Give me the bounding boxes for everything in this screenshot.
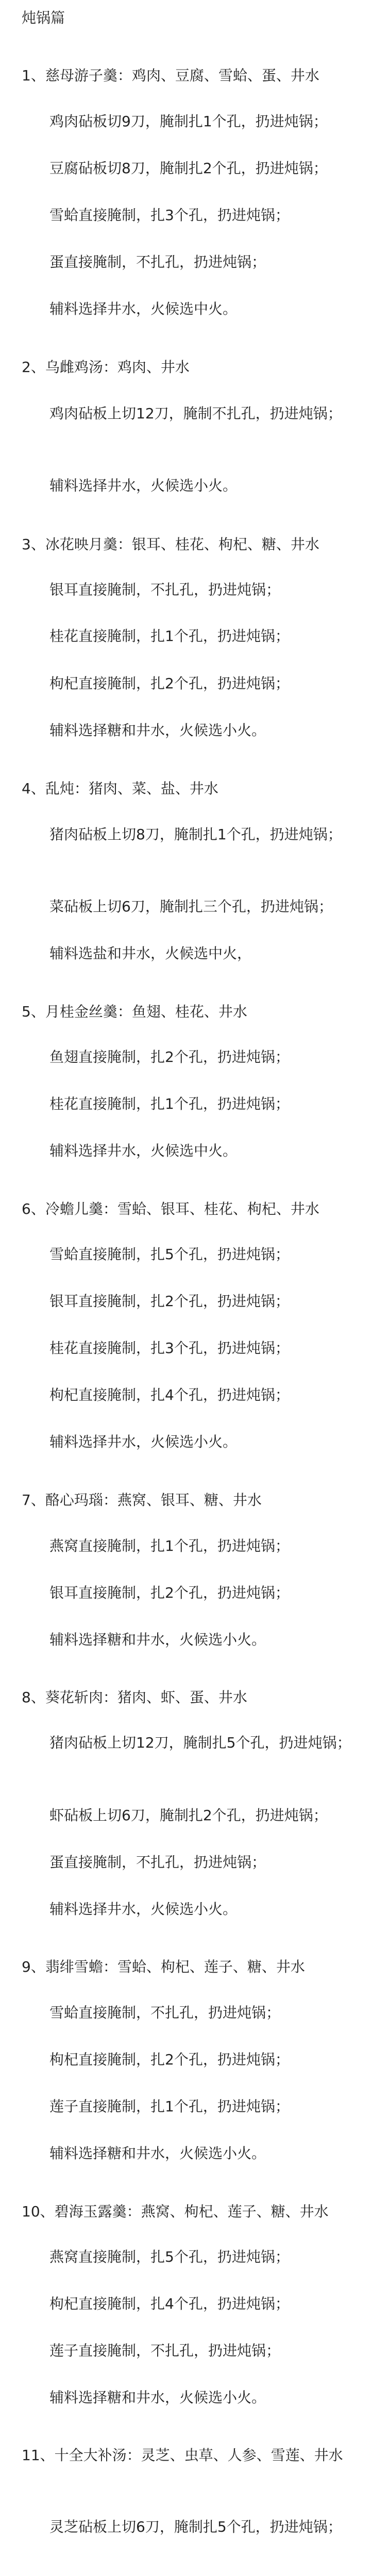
recipe-step: 雪蛤直接腌制，不扎孔，扔进炖锅； [49,2004,281,2021]
recipe-step: 莲子直接腌制，不扎孔，扔进炖锅； [49,2342,281,2359]
recipe-step: 鸡肉砧板上切12刀，腌制不扎孔，扔进炖锅； [49,405,342,422]
recipe-step: 银耳直接腌制，扎2个孔，扔进炖锅； [49,1293,290,1310]
recipe-step: 辅料选择井水，火候选小火。 [49,1901,238,1918]
recipe-step: 桂花直接腌制，扎3个孔，扔进炖锅； [49,1340,290,1357]
recipe-step: 辅料选择井水，火候选小火。 [49,1433,238,1450]
recipe-step: 枸杞直接腌制，扎2个孔，扔进炖锅； [49,2051,290,2068]
recipe-heading: 5、月桂金丝羹：鱼翅、桂花、井水 [22,1003,247,1020]
recipe-heading: 2、乌雌鸡汤：鸡肉、井水 [22,359,190,376]
recipe-step: 猪肉砧板上切8刀，腌制扎1个孔，扔进炖锅； [49,826,342,843]
recipe-heading: 8、葵花斩肉：猪肉、虾、蛋、井水 [22,1689,247,1706]
recipe-step: 鱼翅直接腌制，扎2个孔，扔进炖锅； [49,1048,290,1065]
recipe-step: 辅料选择井水，火候选中火。 [49,1142,238,1159]
recipe-step: 鸡肉砧板切9刀，腌制扎1个孔，扔进炖锅； [49,113,328,130]
recipe-step: 雪蛤直接腌制，扎3个孔，扔进炖锅； [49,207,290,224]
recipe-step: 枸杞直接腌制，扎4个孔，扔进炖锅； [49,2295,290,2312]
recipe-step: 灵芝砧板上切6刀，腌制扎5个孔，扔进炖锅； [49,2518,342,2535]
recipe-step: 银耳直接腌制，扎2个孔，扔进炖锅； [49,1584,290,1601]
recipe-step: 辅料选择糖和井水，火候选小火。 [49,2389,266,2406]
recipe-step: 蛋直接腌制，不扎孔，扔进炖锅； [49,253,266,270]
recipe-heading: 1、慈母游子羹：鸡肉、豆腐、雪蛤、蛋、井水 [22,67,319,84]
recipe-step: 燕窝直接腌制，扎5个孔，扔进炖锅； [49,2248,290,2265]
recipe-heading: 4、乱炖：猪肉、菜、盐、井水 [22,780,218,797]
recipe-step: 虾砧板上切6刀，腌制扎2个孔，扔进炖锅； [49,1807,328,1824]
recipe-step: 银耳直接腌制，不扎孔，扔进炖锅； [49,581,281,598]
recipe-step: 菜砧板上切6刀，腌制扎三个孔，扔进炖锅； [49,898,333,915]
recipe-step: 豆腐砧板切8刀，腌制扎2个孔，扔进炖锅； [49,160,328,177]
recipe-step: 辅料选盐和井水，火候选中火， [49,945,252,962]
recipe-heading: 6、冷蟾儿羹：雪蛤、银耳、桂花、枸杞、井水 [22,1200,319,1217]
recipe-heading: 11、十全大补汤：灵芝、虫草、人参、雪莲、井水 [22,2447,343,2464]
recipe-step: 辅料选择井水，火候选中火。 [49,300,238,317]
recipe-step: 蛋直接腌制，不扎孔，扔进炖锅； [49,1854,266,1871]
recipe-heading: 3、冰花映月羹：银耳、桂花、枸杞、糖、井水 [22,536,319,553]
recipe-step: 猪肉砧板上切12刀，腌制扎5个孔，扔进炖锅； [49,1734,351,1751]
recipe-heading: 7、酪心玛瑙：燕窝、银耳、糖、井水 [22,1492,262,1509]
recipe-step: 辅料选择糖和井水，火候选小火。 [49,1631,266,1648]
recipe-step: 雪蛤直接腌制，扎5个孔，扔进炖锅； [49,1246,290,1263]
memo-title: 炖锅篇 [22,9,65,26]
recipe-step: 枸杞直接腌制，扎2个孔，扔进炖锅； [49,675,290,692]
recipe-heading: 10、碧海玉露羹：燕窝、枸杞、莲子、糖、井水 [22,2203,329,2220]
recipe-step: 莲子直接腌制，扎1个孔，扔进炖锅； [49,2098,290,2115]
recipe-step: 燕窝直接腌制，扎1个孔，扔进炖锅； [49,1537,290,1554]
recipe-step: 桂花直接腌制，扎1个孔，扔进炖锅； [49,1095,290,1112]
recipe-step: 辅料选择糖和井水，火候选小火。 [49,2145,266,2162]
recipe-step: 辅料选择糖和井水，火候选小火。 [49,722,266,739]
recipe-step: 枸杞直接腌制，扎4个孔，扔进炖锅； [49,1386,290,1403]
recipe-step: 桂花直接腌制，扎1个孔，扔进炖锅； [49,628,290,645]
recipe-step: 辅料选择井水，火候选小火。 [49,477,238,494]
recipe-heading: 9、翡绯雪蟾：雪蛤、枸杞、莲子、糖、井水 [22,1958,305,1975]
